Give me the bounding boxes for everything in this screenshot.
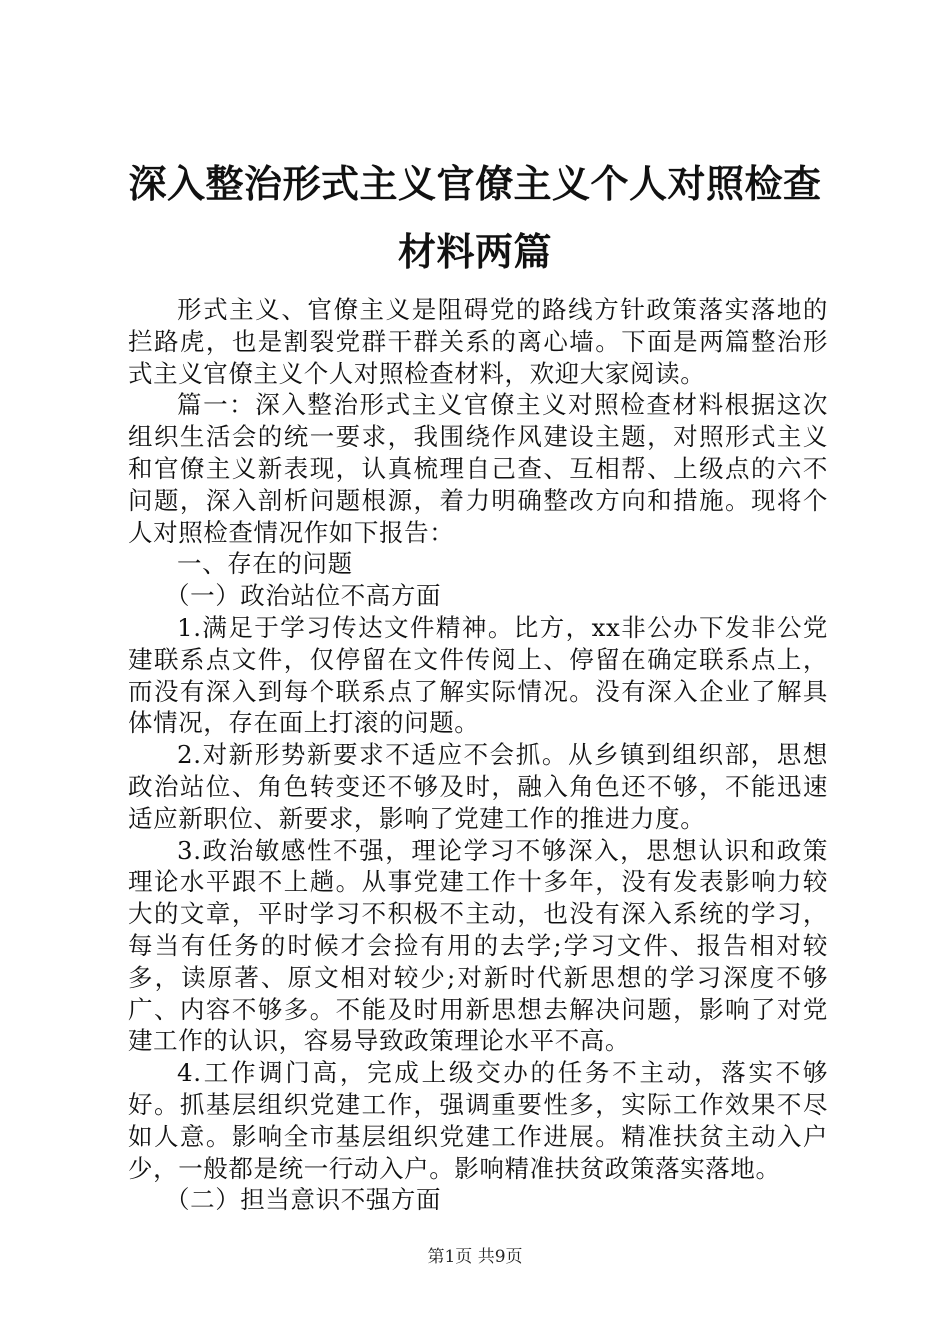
document-title: 深入整治形式主义官僚主义个人对照检查材料两篇 [128, 161, 822, 274]
subsection-heading-political: （一）政治站位不高方面 [165, 581, 442, 611]
paragraph-item-2: 2.对新形势新要求不适应不会抓。从乡镇到组织部，思想政治站位、角色转变还不够及时，融入角色还不够，不能迅速适应新职位、新要求，影响了党建工作的推进力度。 [128, 740, 828, 833]
page-number-footer: 第1页 共9页 [427, 1247, 523, 1267]
paragraph-item-1: 1.满足于学习传达文件精神。比方，xx非公办下发非公党建联系点文件，仅停留在文件传阅上、停留在确定联系点上，而没有深入到每个联系点了解实际情况。没有深入企业了解具体情况，存在面上打滚的问题。 [128, 612, 828, 738]
paragraph-item-3: 3.政治敏感性不强，理论学习不够深入，思想认识和政策理论水平跟不上趟。从事党建工作十多年，没有发表影响力较大的文章，平时学习不积极不主动，也没有深入系统的学习，每当有任务的时候才会捡有用的去学;学习文件、报告相对较多，读原著、原文相对较少;对新时代新思想的学习深度不够广、内容不够多。不能及时用新思想去解决问题，影响了对党建工作的认识，容易导致政策理论水平不高。 [128, 835, 828, 1056]
document-body [128, 294, 828, 1216]
paragraph-item-4: 4.工作调门高，完成上级交办的任务不主动，落实不够好。抓基层组织党建工作，强调重要性多，实际工作效果不尽如人意。影响全市基层组织党建工作进展。精准扶贫主动入户少，一般都是统一行动入户。影响精准扶贫政策落实落地。 [128, 1058, 828, 1183]
paragraph-intro: 形式主义、官僚主义是阻碍党的路线方针政策落实落地的拦路虎，也是割裂党群干群关系的离心墙。下面是两篇整治形式主义官僚主义个人对照检查材料，欢迎大家阅读。 [128, 295, 828, 388]
subsection-heading-responsibility: （二）担当意识不强方面 [165, 1185, 442, 1215]
section-heading-problems: 一、存在的问题 [177, 549, 353, 579]
paragraph-part-one: 篇一：深入整治形式主义官僚主义对照检查材料根据这次组织生活会的统一要求，我围绕作风建设主题，对照形式主义和官僚主义新表现，认真梳理自己查、互相帮、上级点的六不问题，深入剖析问题根源，着力明确整改方向和措施。现将个人对照检查情况作如下报告： [128, 390, 828, 547]
